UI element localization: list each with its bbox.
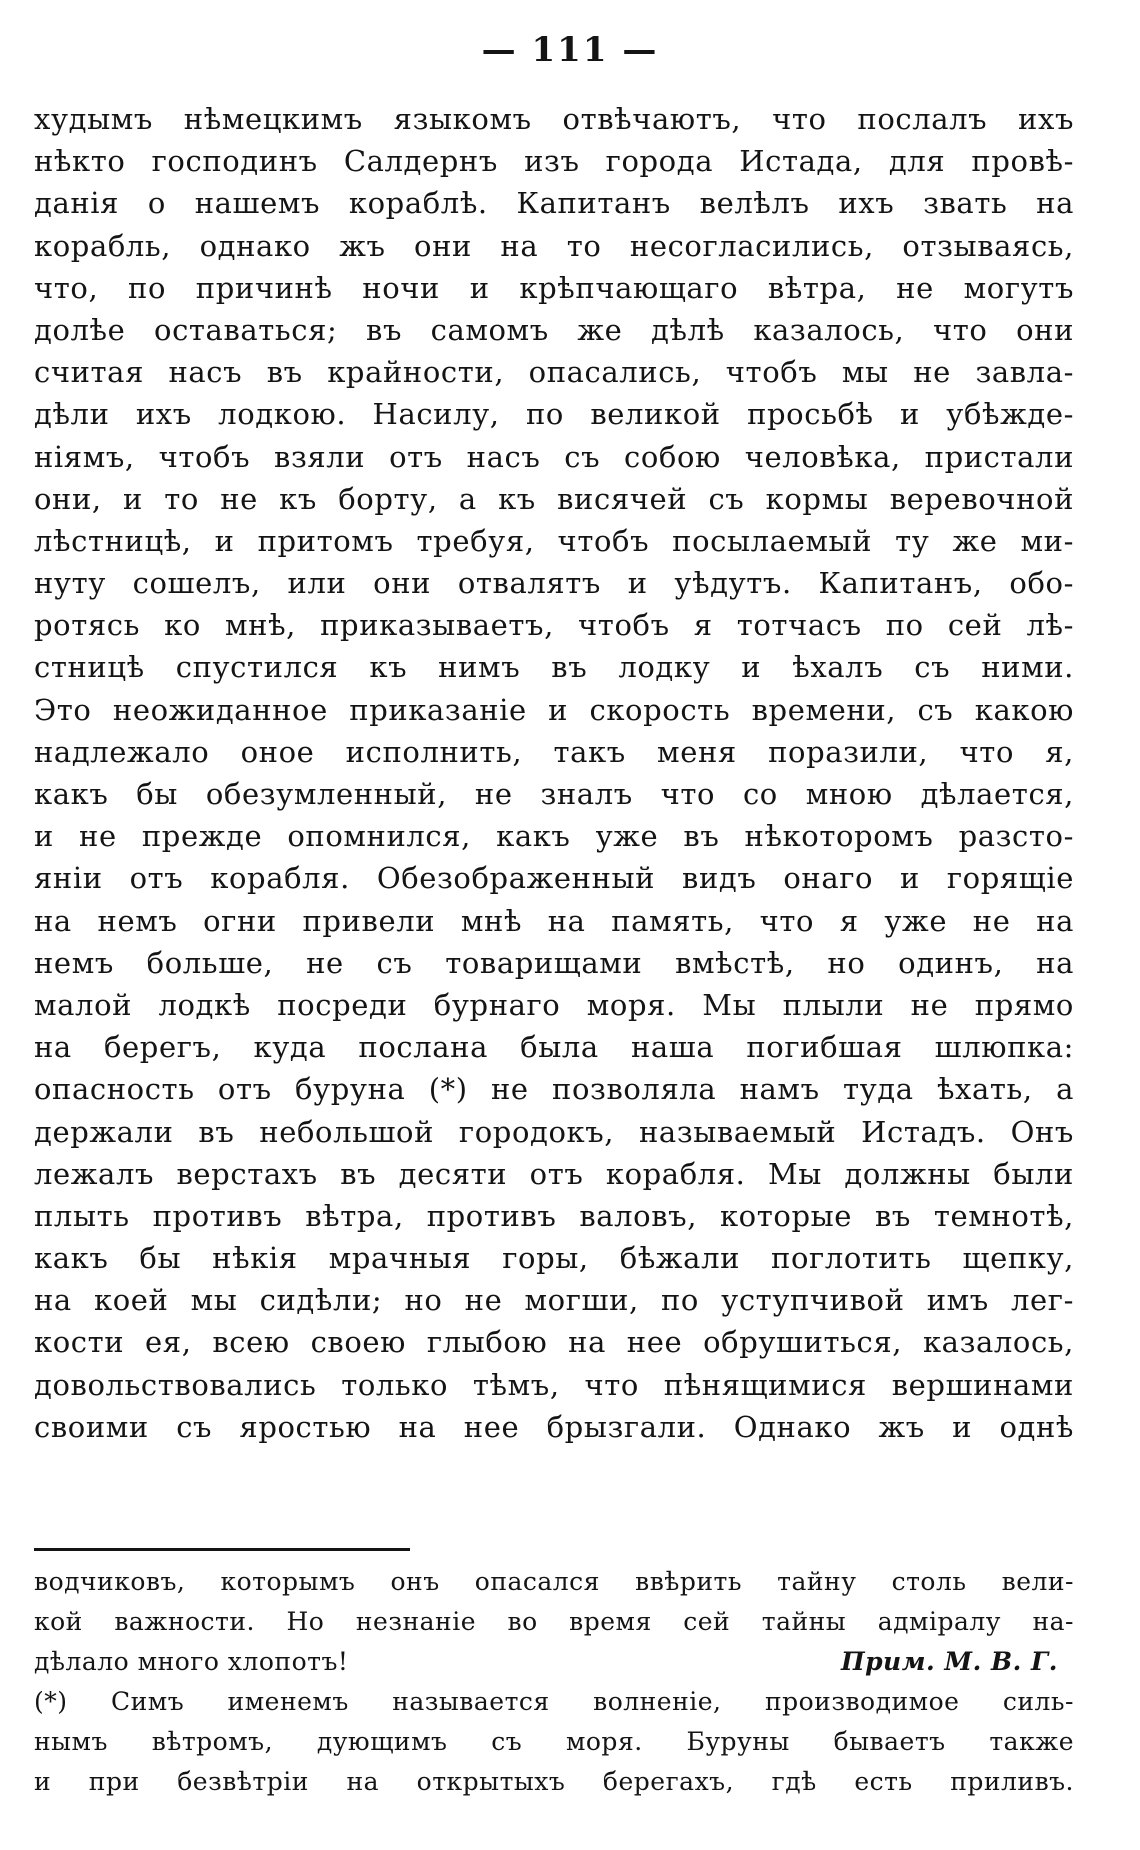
text-line: они, и то не къ борту, а къ висячей съ кормы веревочной bbox=[34, 481, 1074, 516]
text-line: кости ея, всею своею глыбою на нее обрушиться, казалось, bbox=[34, 1325, 1074, 1360]
text-line: опасность отъ буруна (*) не позволяла намъ туда ѣхать, а bbox=[34, 1072, 1074, 1107]
footnote-signed-line bbox=[34, 1642, 1074, 1682]
asterisk-note-line: и при безвѣтріи на открытыхъ берегахъ, гдѣ есть приливъ. bbox=[34, 1767, 1074, 1796]
main-text bbox=[34, 98, 1074, 1448]
text-line: стницѣ спустился къ нимъ въ лодку и ѣхалъ съ ними. bbox=[34, 650, 1074, 685]
text-line: лѣстницѣ, и притомъ требуя, чтобъ посылаемый ту же ми- bbox=[34, 523, 1074, 558]
text-line: на коей мы сидѣли; но не могши, по уступчивой имъ лег- bbox=[34, 1283, 1074, 1318]
text-line: считая насъ въ крайности, опасались, чтобъ мы не завла- bbox=[34, 355, 1074, 390]
text-line: лежалъ верстахъ въ десяти отъ корабля. Мы должны были bbox=[34, 1156, 1074, 1191]
text-line: и не прежде опомнился, какъ уже въ нѣкоторомъ разсто- bbox=[34, 819, 1074, 854]
text-line: какъ бы нѣкія мрачныя горы, бѣжали поглотить щепку, bbox=[34, 1241, 1074, 1276]
footnote-divider bbox=[34, 1548, 410, 1551]
asterisk-note-line: (*) Симъ именемъ называется волненіе, производимое силь- bbox=[34, 1687, 1074, 1716]
text-line: что, по причинѣ ночи и крѣпчающаго вѣтра, не могутъ bbox=[34, 270, 1074, 305]
text-line: на немъ огни привели мнѣ на память, что я уже не на bbox=[34, 903, 1074, 938]
footnotes bbox=[34, 1562, 1074, 1802]
text-line: худымъ нѣмецкимъ языкомъ отвѣчаютъ, что послалъ ихъ bbox=[34, 102, 1074, 136]
text-line: малой лодкѣ посреди бурнаго моря. Мы плыли не прямо bbox=[34, 987, 1074, 1022]
footnote-line: кой важности. Но незнаніе во время сей тайны адміралу на- bbox=[34, 1607, 1074, 1636]
text-line: данія о нашемъ кораблѣ. Капитанъ велѣлъ ихъ звать на bbox=[34, 186, 1074, 221]
asterisk-note-line: нымъ вѣтромъ, дующимъ съ моря. Буруны бываетъ также bbox=[34, 1727, 1074, 1756]
page-number: — 111 — bbox=[481, 30, 659, 70]
footnote-line: водчиковъ, которымъ онъ опасался ввѣрить тайну столь вели- bbox=[34, 1567, 1074, 1596]
text-line: яніи отъ корабля. Обезображенный видъ онаго и горящіе bbox=[34, 861, 1074, 896]
text-line: какъ бы обезумленный, не зналъ что со мною дѣлается, bbox=[34, 777, 1074, 811]
text-line: ротясь ко мнѣ, приказываетъ, чтобъ я тотчасъ по сей лѣ- bbox=[34, 608, 1074, 643]
text-line: держали въ небольшой городокъ, называемый Истадъ. Онъ bbox=[34, 1114, 1074, 1149]
footnote-signature: Прим. М. В. Г. bbox=[840, 1647, 1058, 1676]
text-line: Это неожиданное приказаніе и скорость времени, съ какою bbox=[34, 692, 1074, 727]
text-line: долѣе оставаться; въ самомъ же дѣлѣ казалось, что они bbox=[34, 312, 1074, 347]
text-line: дѣли ихъ лодкою. Насилу, по великой просьбѣ и убѣжде- bbox=[34, 397, 1074, 432]
footnote-line: дѣлало много хлопотъ! bbox=[34, 1647, 349, 1676]
text-line: своими съ яростью на нее брызгали. Однако жъ и однѣ bbox=[34, 1409, 1074, 1444]
text-line: немъ больше, не съ товарищами вмѣстѣ, но одинъ, на bbox=[34, 945, 1074, 980]
text-line: плыть противъ вѣтра, противъ валовъ, которые въ темнотѣ, bbox=[34, 1198, 1074, 1233]
text-line: на берегъ, куда послана была наша погибшая шлюпка: bbox=[34, 1030, 1074, 1065]
text-line: корабль, однако жъ они на то несогласились, отзываясь, bbox=[34, 228, 1074, 263]
text-line: довольствовались только тѣмъ, что пѣнящимися вершинами bbox=[34, 1367, 1074, 1402]
text-line: нуту сошелъ, или они отвалятъ и уѣдутъ. Капитанъ, обо- bbox=[34, 566, 1074, 601]
text-line: ніямъ, чтобъ взяли отъ насъ съ собою человѣка, пристали bbox=[34, 439, 1074, 474]
text-line: надлежало оное исполнить, такъ меня поразили, что я, bbox=[34, 734, 1074, 769]
text-line: нѣкто господинъ Салдернъ изъ города Истада, для провѣ- bbox=[34, 144, 1074, 179]
